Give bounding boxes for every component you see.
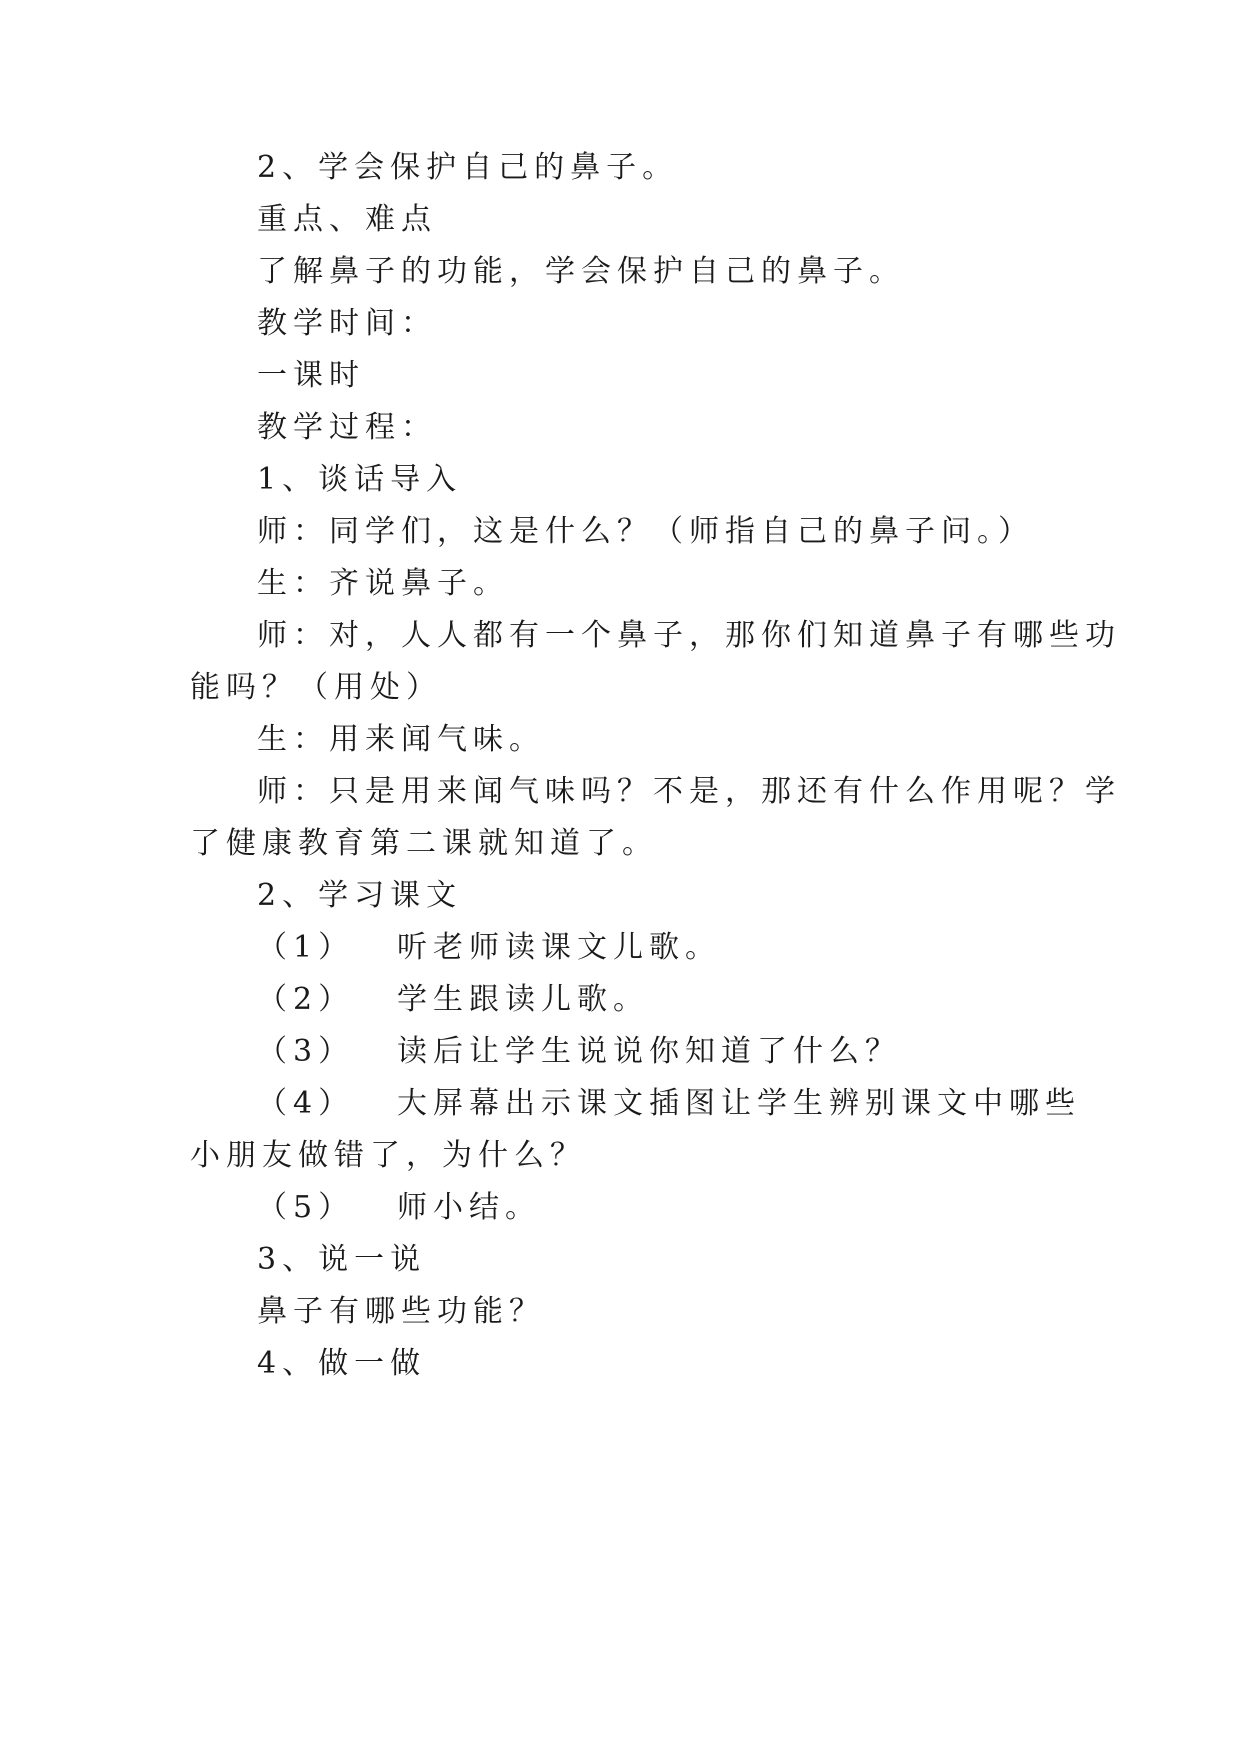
dialogue-line-cont: 了健康教育第二课就知道了。 bbox=[190, 826, 658, 861]
step-text: 学生跟读儿歌。 bbox=[397, 982, 649, 1017]
step-number: （5） bbox=[257, 1190, 355, 1225]
step-text: 师小结。 bbox=[397, 1190, 541, 1225]
section-4-heading: 4、做一做 bbox=[257, 1346, 427, 1381]
dialogue-line-cont: 能吗？（用处） bbox=[190, 670, 442, 705]
section-1-heading: 1、谈话导入 bbox=[257, 462, 463, 497]
step-item bbox=[257, 1084, 1081, 1124]
dialogue-line: 生：齐说鼻子。 bbox=[257, 566, 509, 601]
step-number: （3） bbox=[257, 1034, 355, 1069]
dialogue-line: 师：对，人人都有一个鼻子，那你们知道鼻子有哪些功 bbox=[257, 618, 1121, 653]
step-item bbox=[257, 980, 649, 1020]
objective-2: 2、学会保护自己的鼻子。 bbox=[257, 150, 679, 185]
step-item bbox=[257, 928, 721, 968]
dialogue-line: 师：只是用来闻气味吗？不是，那还有什么作用呢？学 bbox=[257, 774, 1121, 809]
dialogue-line: 生：用来闻气味。 bbox=[257, 722, 545, 757]
section-3-question: 鼻子有哪些功能？ bbox=[257, 1294, 545, 1329]
step-number: （4） bbox=[257, 1086, 355, 1121]
step-text: 大屏幕出示课文插图让学生辨别课文中哪些 bbox=[397, 1086, 1081, 1121]
teaching-time-text: 一课时 bbox=[257, 358, 365, 393]
step-item bbox=[257, 1032, 901, 1072]
key-points-heading: 重点、难点 bbox=[257, 202, 437, 237]
step-number: （2） bbox=[257, 982, 355, 1017]
step-text: 读后让学生说说你知道了什么？ bbox=[397, 1034, 901, 1069]
step-text-cont: 小朋友做错了，为什么？ bbox=[190, 1138, 586, 1173]
section-3-heading: 3、说一说 bbox=[257, 1242, 427, 1277]
dialogue-line: 师：同学们，这是什么？（师指自己的鼻子问。） bbox=[257, 514, 1034, 549]
step-item bbox=[257, 1188, 541, 1228]
step-number: （1） bbox=[257, 930, 355, 965]
step-text: 听老师读课文儿歌。 bbox=[397, 930, 721, 965]
key-points-text: 了解鼻子的功能，学会保护自己的鼻子。 bbox=[257, 254, 905, 289]
teaching-process-heading: 教学过程： bbox=[257, 410, 437, 445]
section-2-heading: 2、学习课文 bbox=[257, 878, 463, 913]
teaching-time-heading: 教学时间： bbox=[257, 306, 437, 341]
